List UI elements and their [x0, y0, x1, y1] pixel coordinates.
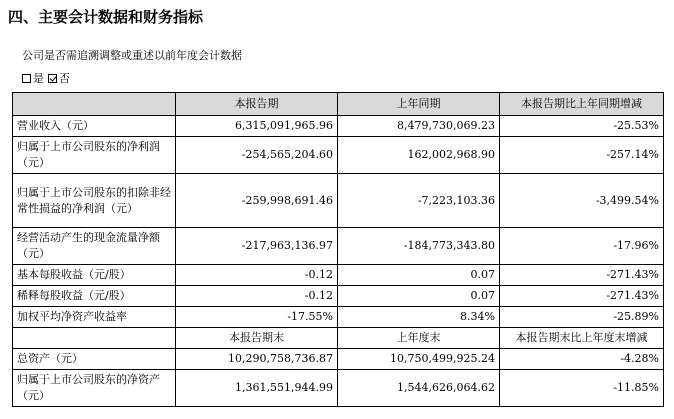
table-header-row	[13, 93, 664, 116]
cell-prior: 0.07	[338, 265, 500, 286]
row-label: 总资产（元）	[13, 349, 176, 370]
header-period-end: 本报告期末	[176, 328, 338, 349]
cell-change: -11.85%	[500, 370, 664, 407]
cell-prior: 8,479,730,069.23	[338, 116, 500, 137]
row-label: 基本每股收益（元/股）	[13, 265, 176, 286]
yes-checkbox-icon[interactable]	[22, 74, 31, 83]
cell-change: -17.96%	[500, 228, 664, 265]
cell-prior: 162,002,968.90	[338, 137, 500, 174]
restatement-question: 公司是否需追溯调整或重述以前年度会计数据	[22, 49, 242, 62]
yes-option-label: 是	[33, 72, 44, 85]
cell-change: -4.28%	[500, 349, 664, 370]
cell-prior: 8.34%	[338, 307, 500, 328]
cell-prior: 1,544,626,064.62	[338, 370, 500, 407]
row-label: 加权平均净资产收益率	[13, 307, 176, 328]
cell-current: 6,315,091,965.96	[176, 116, 338, 137]
table-row	[13, 137, 664, 174]
cell-current: -0.12	[176, 286, 338, 307]
cell-change: -3,499.54%	[500, 174, 664, 228]
cell-current: 1,361,551,944.99	[176, 370, 338, 407]
table-row	[13, 116, 664, 137]
header-change: 本报告期比上年同期增减	[500, 93, 664, 116]
cell-current: -217,963,136.97	[176, 228, 338, 265]
table-row	[13, 349, 664, 370]
row-label: 稀释每股收益（元/股）	[13, 286, 176, 307]
cell-change: -271.43%	[500, 286, 664, 307]
no-checkbox-checked-icon[interactable]	[48, 74, 57, 83]
cell-prior: 10,750,499,925.24	[338, 349, 500, 370]
table-subheader-row	[13, 328, 664, 349]
row-label: 归属于上市公司股东的扣除非经常性损益的净利润（元）	[13, 174, 176, 228]
row-label: 经营活动产生的现金流量净额（元）	[13, 228, 176, 265]
row-label: 营业收入（元）	[13, 116, 176, 137]
section-title: 四、主要会计数据和财务指标	[8, 8, 204, 26]
cell-prior: -7,223,103.36	[338, 174, 500, 228]
cell-current: -254,565,204.60	[176, 137, 338, 174]
row-label: 归属于上市公司股东的净利润（元）	[13, 137, 176, 174]
table-row	[13, 286, 664, 307]
row-label: 归属于上市公司股东的净资产（元）	[13, 370, 176, 407]
cell-current: -259,998,691.46	[176, 174, 338, 228]
restatement-answer	[22, 70, 74, 86]
table-row	[13, 228, 664, 265]
table-row	[13, 265, 664, 286]
table-row	[13, 174, 664, 228]
header-blank-cell	[13, 93, 176, 116]
subheader-blank-cell	[13, 328, 176, 349]
header-prior-year-end: 上年度末	[338, 328, 500, 349]
header-change-end: 本报告期末比上年度末增减	[500, 328, 664, 349]
cell-prior: 0.07	[338, 286, 500, 307]
cell-change: -25.53%	[500, 116, 664, 137]
cell-change: -257.14%	[500, 137, 664, 174]
cell-change: -271.43%	[500, 265, 664, 286]
cell-change: -25.89%	[500, 307, 664, 328]
header-current-period: 本报告期	[176, 93, 338, 116]
table-row	[13, 370, 664, 407]
cell-current: 10,290,758,736.87	[176, 349, 338, 370]
cell-prior: -184,773,343.80	[338, 228, 500, 265]
header-prior-period: 上年同期	[338, 93, 500, 116]
financial-indicators-table	[12, 92, 664, 407]
table-row	[13, 307, 664, 328]
cell-current: -0.12	[176, 265, 338, 286]
cell-current: -17.55%	[176, 307, 338, 328]
no-option-label: 否	[59, 72, 70, 85]
